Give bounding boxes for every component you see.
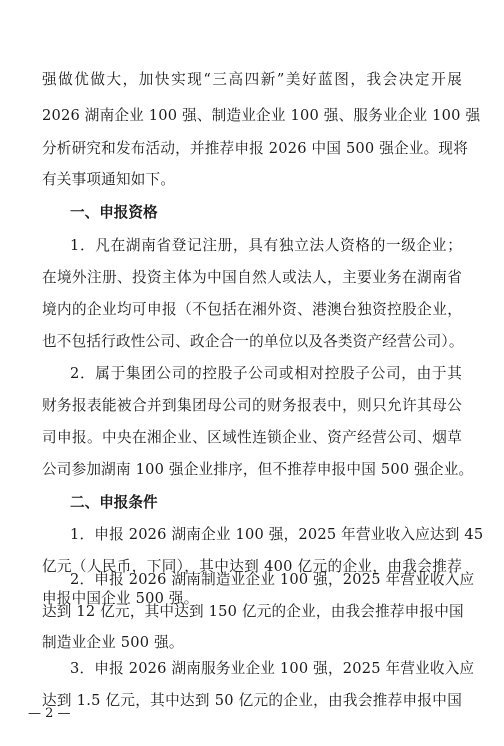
- s2-item2-line-3: 制造业企业 500 强。: [42, 634, 184, 651]
- s2-item2-line-2: 达到 12 亿元，其中达到 150 亿元的企业，由我会推荐申报中国: [42, 603, 464, 620]
- section-1-heading: 一、申报资格: [70, 204, 158, 221]
- intro-line-3: 分析研究和发布活动，并推荐申报 2026 中国 500 强企业。现将: [42, 140, 469, 157]
- s1-item2-line-2: 财务报表能被合并到集团母公司的财务报表中，则只允许其母公: [42, 397, 462, 414]
- intro-line-1: 强做优做大，加快实现“三高四新”美好蓝图，我会决定开展: [42, 71, 462, 88]
- page-number: — 2 —: [28, 706, 71, 721]
- intro-line-2: 2026 湖南企业 100 强、制造业企业 100 强、服务业企业 100 强: [42, 107, 481, 124]
- s2-item1-line-1: 1．申报 2026 湖南企业 100 强，2025 年营业收入应达到 45: [70, 526, 484, 543]
- intro-line-4: 有关事项通知如下。: [42, 171, 176, 188]
- s2-item1-line-3: 申报中国企业 500 强。: [42, 590, 199, 607]
- section-2-heading: 二、申报条件: [70, 494, 158, 511]
- s1-item1-line-1: 1．凡在湖南省登记注册，具有独立法人资格的一级企业；: [70, 237, 462, 254]
- s1-item1-line-4: 也不包括行政性公司、政企合一的单位以及各类资产经营公司）。: [42, 333, 464, 350]
- s1-item2-line-1: 2．属于集团公司的控股子公司或相对控股子公司，由于其: [70, 365, 462, 382]
- s2-item3-line-1: 3．申报 2026 湖南服务业企业 100 强，2025 年营业收入应: [70, 660, 475, 677]
- s1-item1-line-2: 在境外注册、投资主体为中国自然人或法人，主要业务在湖南省: [42, 269, 462, 286]
- s2-item3-line-2: 达到 1.5 亿元，其中达到 50 亿元的企业，由我会推荐申报中国: [42, 692, 462, 709]
- s2-item2-line-1: 2．申报 2026 湖南制造业企业 100 强，2025 年营业收入应: [70, 571, 475, 588]
- s1-item2-line-3: 司申报。中央在湘企业、区域性连锁企业、资产经营公司、烟草: [42, 429, 462, 446]
- s1-item1-line-3: 境内的企业均可申报（不包括在湘外资、港澳台独资控股企业，: [42, 301, 462, 318]
- s2-item1-line-2: 亿元（人民币，下同），其中达到 400 亿元的企业，由我会推荐: [42, 558, 462, 575]
- s1-item2-line-4: 公司参加湖南 100 强企业排序，但不推荐申报中国 500 强企业。: [42, 461, 474, 478]
